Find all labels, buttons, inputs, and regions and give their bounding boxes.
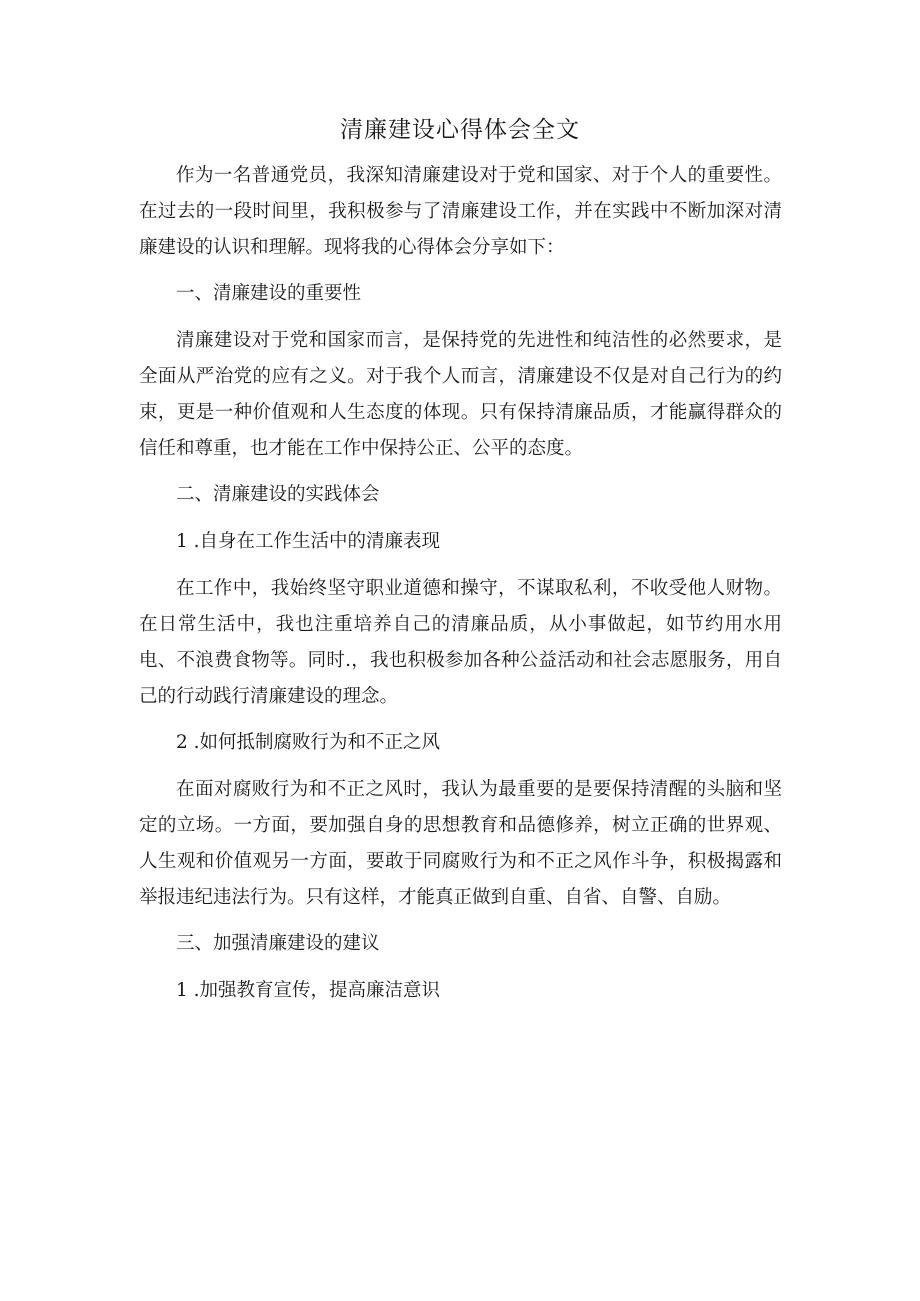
document-title: 清廉建设心得体会全文 [340, 117, 580, 143]
subsection-heading-2-2: 2 .如何抵制腐败行为和不正之风 [176, 732, 441, 753]
section-1-paragraph: 清廉建设对于党和国家而言，是保持党的先进性和纯洁性的必然要求，是全面从严治党的应有之义。对于我个人而言，清廉建设不仅是对自己行为的约束，更是一种价值观和人生态度的体现。只有保持清廉品质，才能赢得群众的信任和尊重，也才能在工作中保持公正、公平的态度。 [139, 330, 782, 459]
intro-paragraph: 作为一名普通党员，我深知清廉建设对于党和国家、对于个人的重要性。在过去的一段时间里，我积极参与了清廉建设工作，并在实践中不断加深对清廉建设的认识和理解。现将我的心得体会分享如下： [139, 165, 782, 258]
subsection-2-2-paragraph: 在面对腐败行为和不正之风时，我认为最重要的是要保持清醒的头脑和坚定的立场。一方面，要加强自身的思想教育和品德修养，树立正确的世界观、人生观和价值观另一方面，要敢于同腐败行为和不正之风作斗争，积极揭露和举报违纪违法行为。只有这样，才能真正做到自重、自省、自警、自励。 [139, 779, 782, 908]
document-body [139, 158, 782, 1020]
subsection-heading-3-1: 1 .加强教育宣传，提高廉洁意识 [176, 980, 441, 1001]
subsection-2-1-paragraph: 在工作中，我始终坚守职业道德和操守，不谋取私利，不收受他人财物。在日常生活中，我也注重培养自己的清廉品质，从小事做起，如节约用水用电、不浪费食物等。同时.，我也积极参加各种公益活动和社会志愿服务，用自己的行动践行清廉建设的理念。 [139, 578, 782, 707]
section-heading-1: 一、清廉建设的重要性 [176, 283, 362, 304]
section-heading-2: 二、清廉建设的实践体会 [176, 484, 380, 505]
subsection-heading-2-1: 1 .自身在工作生活中的清廉表现 [176, 531, 441, 552]
section-heading-3: 三、加强清廉建设的建议 [176, 933, 380, 954]
